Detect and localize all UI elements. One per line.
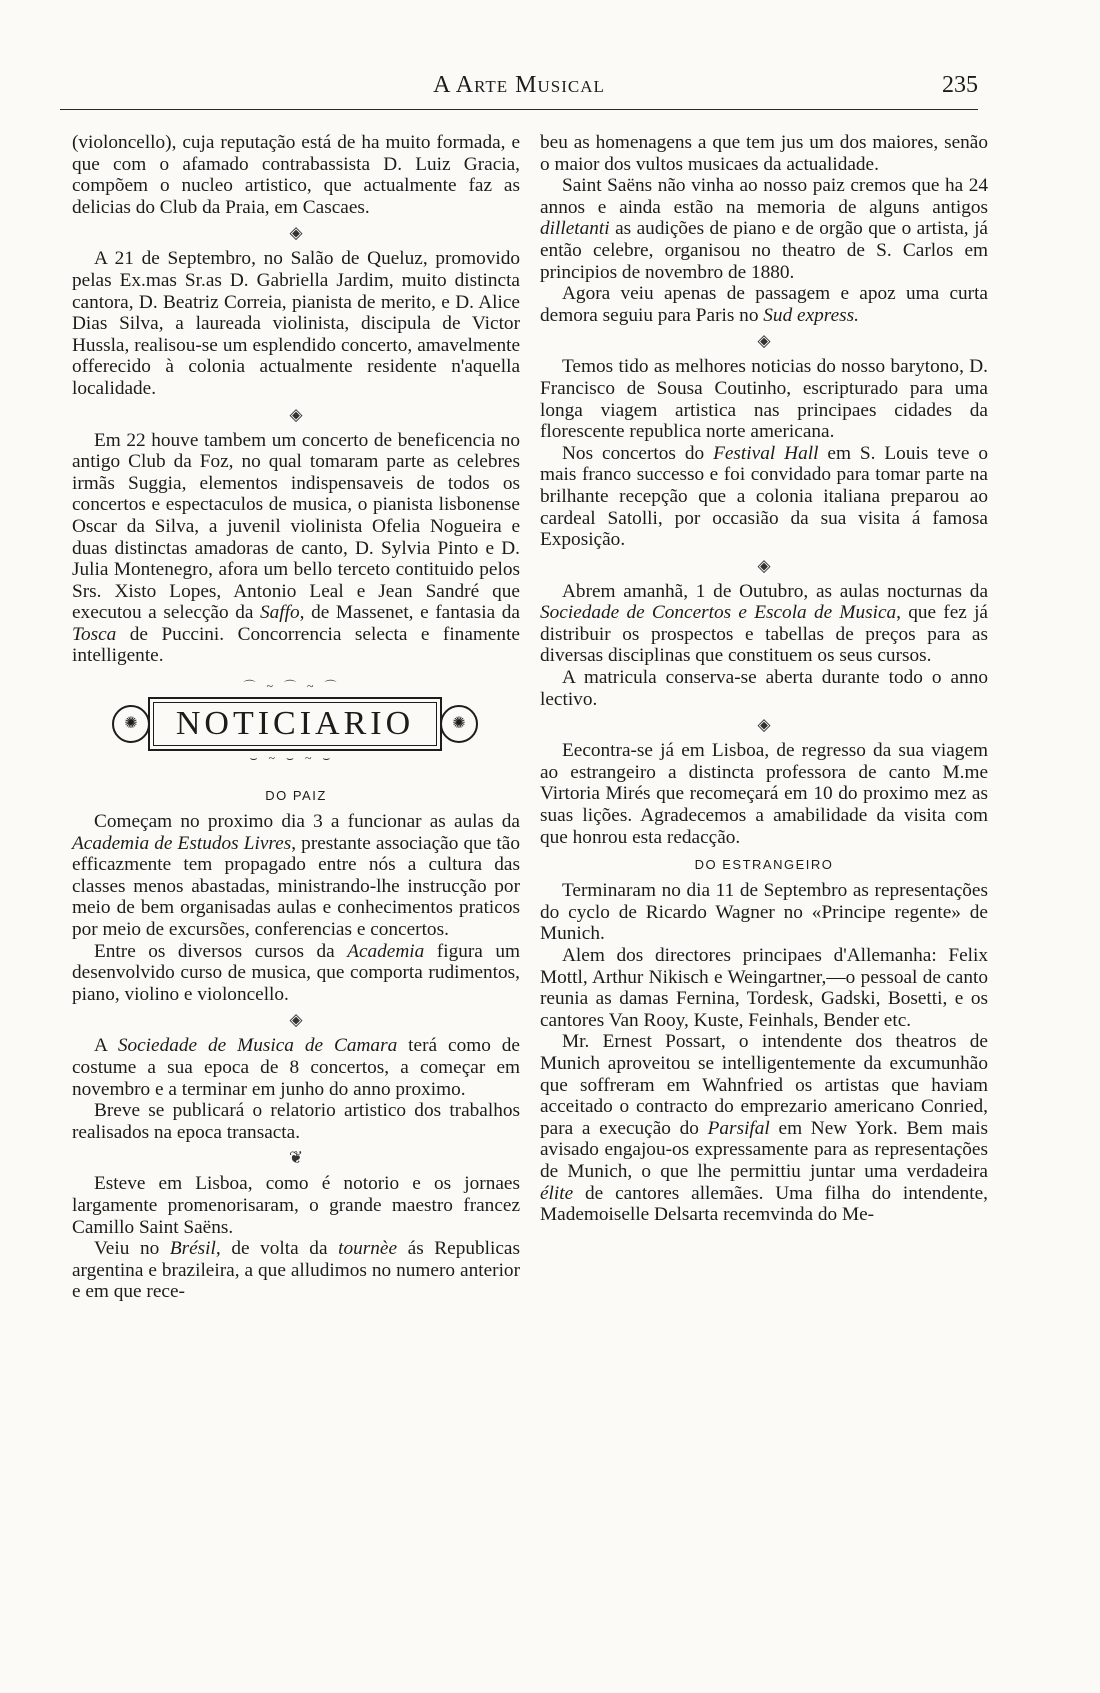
paragraph: Eecontra-se já em Lisboa, de regresso da sua viagem ao estrangeiro a distincta professora de canto M.me Virtoria Mirés que recomeçará em 10 do proximo mez as suas lições. Agradecemos a amabilidade da visita com que honrou esta redacção. [540, 740, 988, 848]
page-number: 235 [942, 72, 978, 98]
paragraph: Entre os diversos cursos da Academia figura um desenvolvido curso de musica, que comporta rudimentos, piano, violino e violoncello. [72, 940, 520, 1005]
section-title: NOTICIARIO [148, 697, 442, 751]
subheading: DO ESTRANGEIRO [694, 857, 834, 873]
noticiario-banner [72, 673, 520, 779]
paragraph: Esteve em Lisboa, como é notorio e os jornaes largamente promenorisaram, o grande maestro francez Camillo Saint Saëns. [72, 1173, 520, 1238]
ornament-icon: ◈ [757, 715, 771, 735]
rosette-icon: ✺ [112, 705, 150, 743]
flourish-icon: ⌒ ~ ⌒ ~ ⌒ [243, 679, 341, 694]
paragraph: beu as homenagens a que tem jus um dos maiores, senão o maior dos vultos musicaes da actualidade. [540, 132, 988, 175]
paragraph: Nos concertos do Festival Hall em S. Louis teve o mais franco successo e foi convidado para tomar parte na brilhante recepção que a colonia italiana preparou ao cardeal Satolli, por occasião da sua visita á famosa Exposição. [540, 442, 988, 551]
paragraph: Mr. Ernest Possart, o intendente dos theatros de Munich aproveitou se intelligentemente da excumunhão que soffreram em Wahnfried os artistas que haviam acceitado o contracto do emprezario americano Conried, para a execução do Parsifal em New York. Bem mais avisado engajou-os expressamente para as representações de Munich, o que lhe permittiu juntar uma verdadeira élite de cantores allemães. Uma filha do intendente, Mademoiselle Delsarta recemvinda do Me- [540, 1031, 988, 1226]
paragraph: Abrem amanhã, 1 de Outubro, as aulas nocturnas da Sociedade de Concertos e Escola de Musica, que fez já distribuir os prospectos e tabellas de preços para as diversas disciplinas que constituem os seus cursos. [540, 580, 988, 667]
paragraph: Agora veiu apenas de passagem e apoz uma curta demora seguiu para Paris no Sud express. [540, 283, 988, 326]
paragraph: Começam no proximo dia 3 a funcionar as aulas da Academia de Estudos Livres, prestante associação que tão efficazmente tem propagado entre nós a cultura das classes menos abastadas, ministrando-lhe instrucção por meio de bem organisadas aulas e conhecimentos praticos por meio de excursões, conferencias e concertos. [72, 811, 520, 941]
left-column [72, 132, 520, 1303]
paragraph: A 21 de Septembro, no Salão de Queluz, promovido pelas Ex.mas Sr.as D. Gabriella Jardim, muito distincta cantora, D. Beatriz Correia, pianista de merito, e D. Alice Dias Silva, a laureada violinista, discipula de Victor Hussla, realisou-se um esplendido concerto, amavelmente offerecido à colonia actualmente residente n'aquella localidade. [72, 248, 520, 399]
ornament-icon: ❦ [288, 1148, 304, 1168]
ornament-icon: ◈ [289, 1010, 303, 1030]
ornament-icon: ◈ [289, 223, 303, 243]
ornament-icon: ◈ [289, 404, 303, 424]
ornament-icon: ◈ [757, 331, 771, 351]
paragraph: Em 22 houve tambem um concerto de beneficencia no antigo Club da Foz, no qual tomaram parte as celebres irmãs Suggia, elementos indispensaveis de todos os concertos e espectaculos de musica, o pianista lisbonense Oscar da Silva, a juvenil violinista Ofelia Nogueira e duas distinctas amadoras de canto, D. Sylvia Pinto e D. Julia Montenegro, afora um bello terceto contituido pelos Srs. Xisto Lopes, Antonio Leal e Jean Sandré que executou a selecção da Saffo, de Massenet, e fantasia da Tosca de Puccini. Concorrencia selecta e finamente intelligente. [72, 429, 520, 667]
paragraph: Breve se publicará o relatorio artistico dos trabalhos realisados na epoca transacta. [72, 1100, 520, 1143]
paragraph: (violoncello), cuja reputação está de ha muito formada, e que com o afamado contrabassista D. Luiz Gracia, compõem o nucleo artistico, que actualmente faz as delicias do Club da Praia, em Cascaes. [72, 132, 520, 218]
paragraph: Saint Saëns não vinha ao nosso paiz cremos que ha 24 annos e ainda estão na memoria de alguns antigos dilletanti as audições de piano e de orgão que o artista, já então celebre, organisou no theatro de S. Carlos em principios de novembro de 1880. [540, 175, 988, 283]
ornament-icon: ◈ [757, 555, 771, 575]
paragraph: Veiu no Brésil, de volta da tournèe ás Republicas argentina e brazileira, a que alludimos no numero anterior e em que rece- [72, 1238, 520, 1303]
running-header [60, 72, 978, 106]
header-rule [60, 109, 978, 110]
rosette-icon: ✺ [440, 705, 478, 743]
paragraph: A Sociedade de Musica de Camara terá como de costume a sua epoca de 8 concertos, a começar em novembro e a terminar em junho do anno proximo. [72, 1035, 520, 1100]
paragraph: Temos tido as melhores noticias do nosso barytono, D. Francisco de Sousa Coutinho, escripturado para uma longa viagem artistica nas principaes cidades da florescente republica norte americana. [540, 356, 988, 443]
paragraph: Terminaram no dia 11 de Septembro as representações do cyclo de Ricardo Wagner no «Principe regente» de Munich. [540, 880, 988, 945]
flourish-icon: ⌣ ~ ⌣ ~ ⌣ [249, 751, 335, 766]
subheading: DO PAIZ [265, 788, 327, 804]
paragraph: A matricula conserva-se aberta durante todo o anno lectivo. [540, 667, 988, 710]
paragraph: Alem dos directores principaes d'Allemanha: Felix Mottl, Arthur Nikisch e Weingartner,—o pessoal de canto reunia as damas Fernina, Tordesk, Gadski, Bosetti, e os cantores Van Rooy, Kuste, Feinhals, Bender etc. [540, 945, 988, 1031]
journal-title: A Arte Musical [433, 72, 605, 98]
right-column [540, 132, 988, 1226]
